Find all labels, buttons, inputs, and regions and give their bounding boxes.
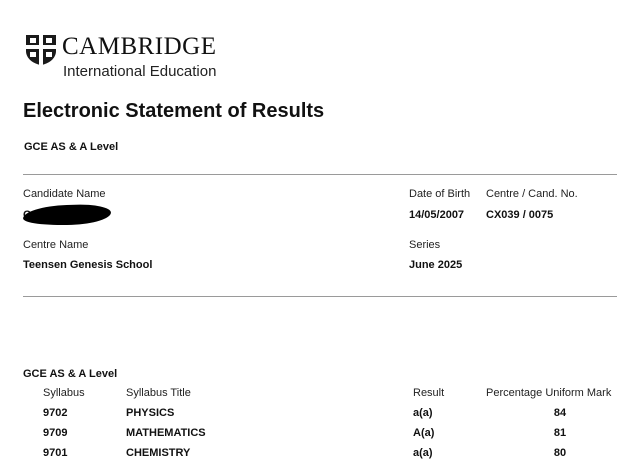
centre-cand-value: CX039 / 0075	[486, 209, 554, 221]
row-syllabus-code: 9701	[43, 447, 68, 459]
col-header-result: Result	[413, 387, 445, 399]
row-pum: 81	[553, 427, 567, 439]
row-syllabus-title: MATHEMATICS	[126, 427, 206, 439]
candidate-name-label: Candidate Name	[23, 188, 106, 200]
dob-value: 14/05/2007	[409, 209, 465, 221]
page-title: Electronic Statement of Results	[23, 100, 325, 122]
series-value: June 2025	[409, 259, 463, 271]
row-syllabus-title: PHYSICS	[126, 407, 175, 419]
col-header-title: Syllabus Title	[126, 387, 191, 399]
brand-subtitle: International Education	[63, 63, 217, 80]
centre-name-value: Teensen Genesis School	[23, 259, 153, 271]
row-pum: 84	[553, 407, 567, 419]
col-header-syllabus: Syllabus	[43, 387, 85, 399]
row-result: A(a)	[413, 427, 435, 439]
redaction-mark	[23, 203, 112, 226]
divider-middle	[23, 296, 617, 297]
row-syllabus-title: CHEMISTRY	[126, 447, 191, 459]
row-pum: 80	[553, 447, 567, 459]
series-label: Series	[409, 239, 441, 251]
divider-top	[23, 174, 617, 175]
col-header-pum: Percentage Uniform Mark	[486, 387, 612, 399]
qualification-level: GCE AS & A Level	[24, 141, 119, 153]
results-section-title: GCE AS & A Level	[23, 368, 118, 380]
centre-name-label: Centre Name	[23, 239, 89, 251]
centre-cand-label: Centre / Cand. No.	[486, 188, 578, 200]
brand-name: CAMBRIDGE	[62, 33, 217, 60]
cambridge-crest-icon	[24, 34, 58, 66]
row-syllabus-code: 9709	[43, 427, 68, 439]
row-result: a(a)	[413, 447, 433, 459]
row-result: a(a)	[413, 407, 433, 419]
dob-label: Date of Birth	[409, 188, 471, 200]
row-syllabus-code: 9702	[43, 407, 68, 419]
